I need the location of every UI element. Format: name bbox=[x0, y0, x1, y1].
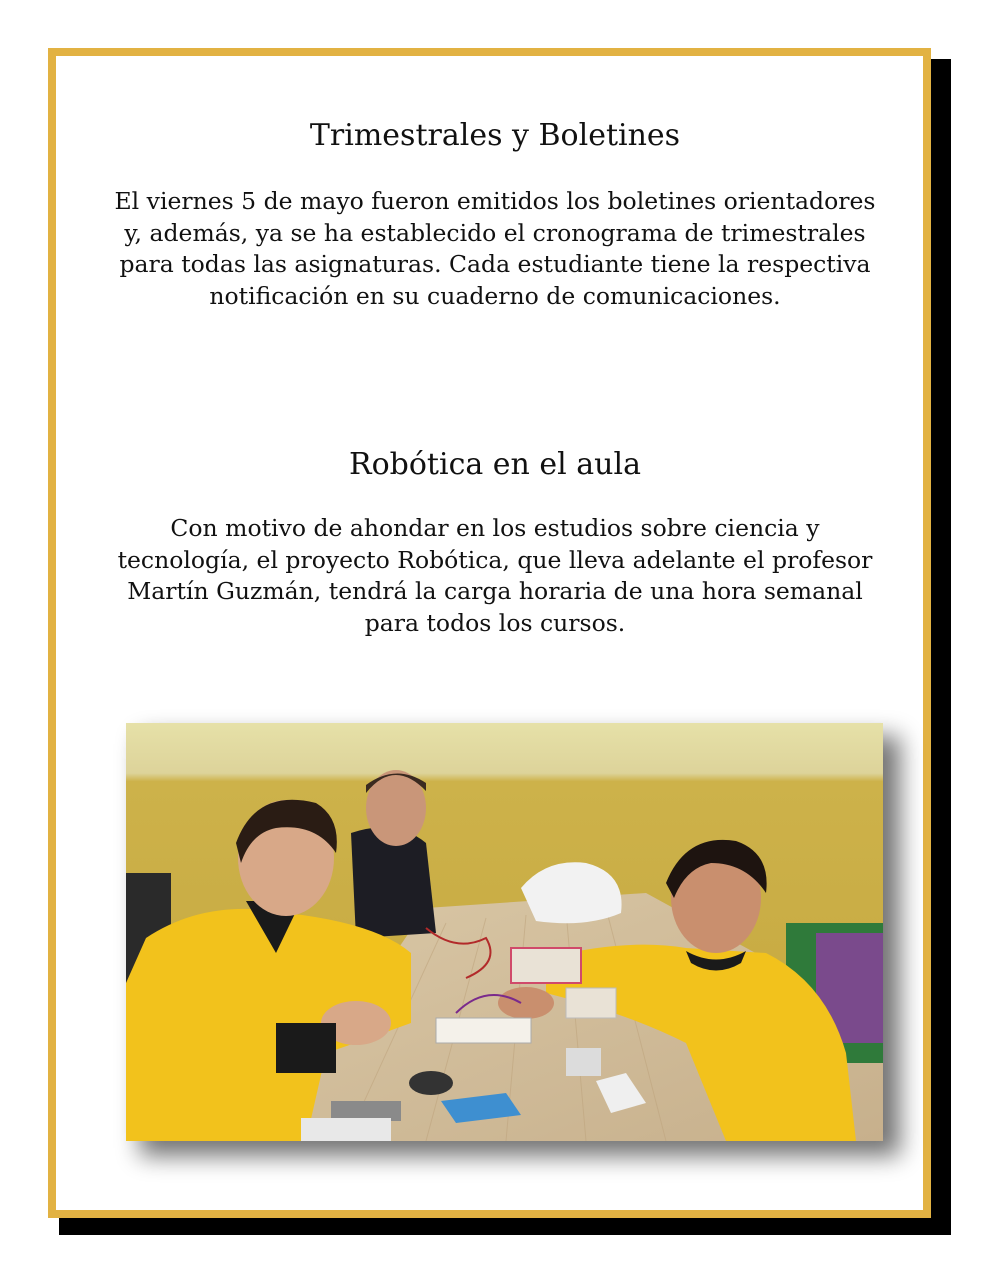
tape-roll bbox=[409, 1071, 453, 1095]
section-body-robotica: Con motivo de ahondar en los estudios sobre ciencia y tecnología, el proyecto Robótica, que lleva adelante el profesor Martín Guzmán, tendrá la carga horaria de una hora semanal para todos los cursos. bbox=[117, 514, 873, 637]
photo-illustration bbox=[126, 723, 883, 1141]
component-box bbox=[511, 948, 581, 983]
section-title-trimestrales: Trimestrales y Boletines bbox=[309, 118, 681, 153]
breadboard bbox=[436, 1018, 531, 1043]
package bbox=[566, 1048, 601, 1076]
classroom-photo bbox=[126, 723, 883, 1141]
notebook bbox=[301, 1118, 391, 1141]
component-box-2 bbox=[566, 988, 616, 1018]
section-body-trimestrales: El viernes 5 de mayo fueron emitidos los boletines orientadores y, además, ya se ha establecido el cronograma de trimestrales para todas las asignaturas. Cada estudiante tiene la respectiva notificación en su cuaderno de comunicaciones. bbox=[114, 187, 876, 310]
section-title-robotica: Robótica en el aula bbox=[349, 447, 641, 482]
